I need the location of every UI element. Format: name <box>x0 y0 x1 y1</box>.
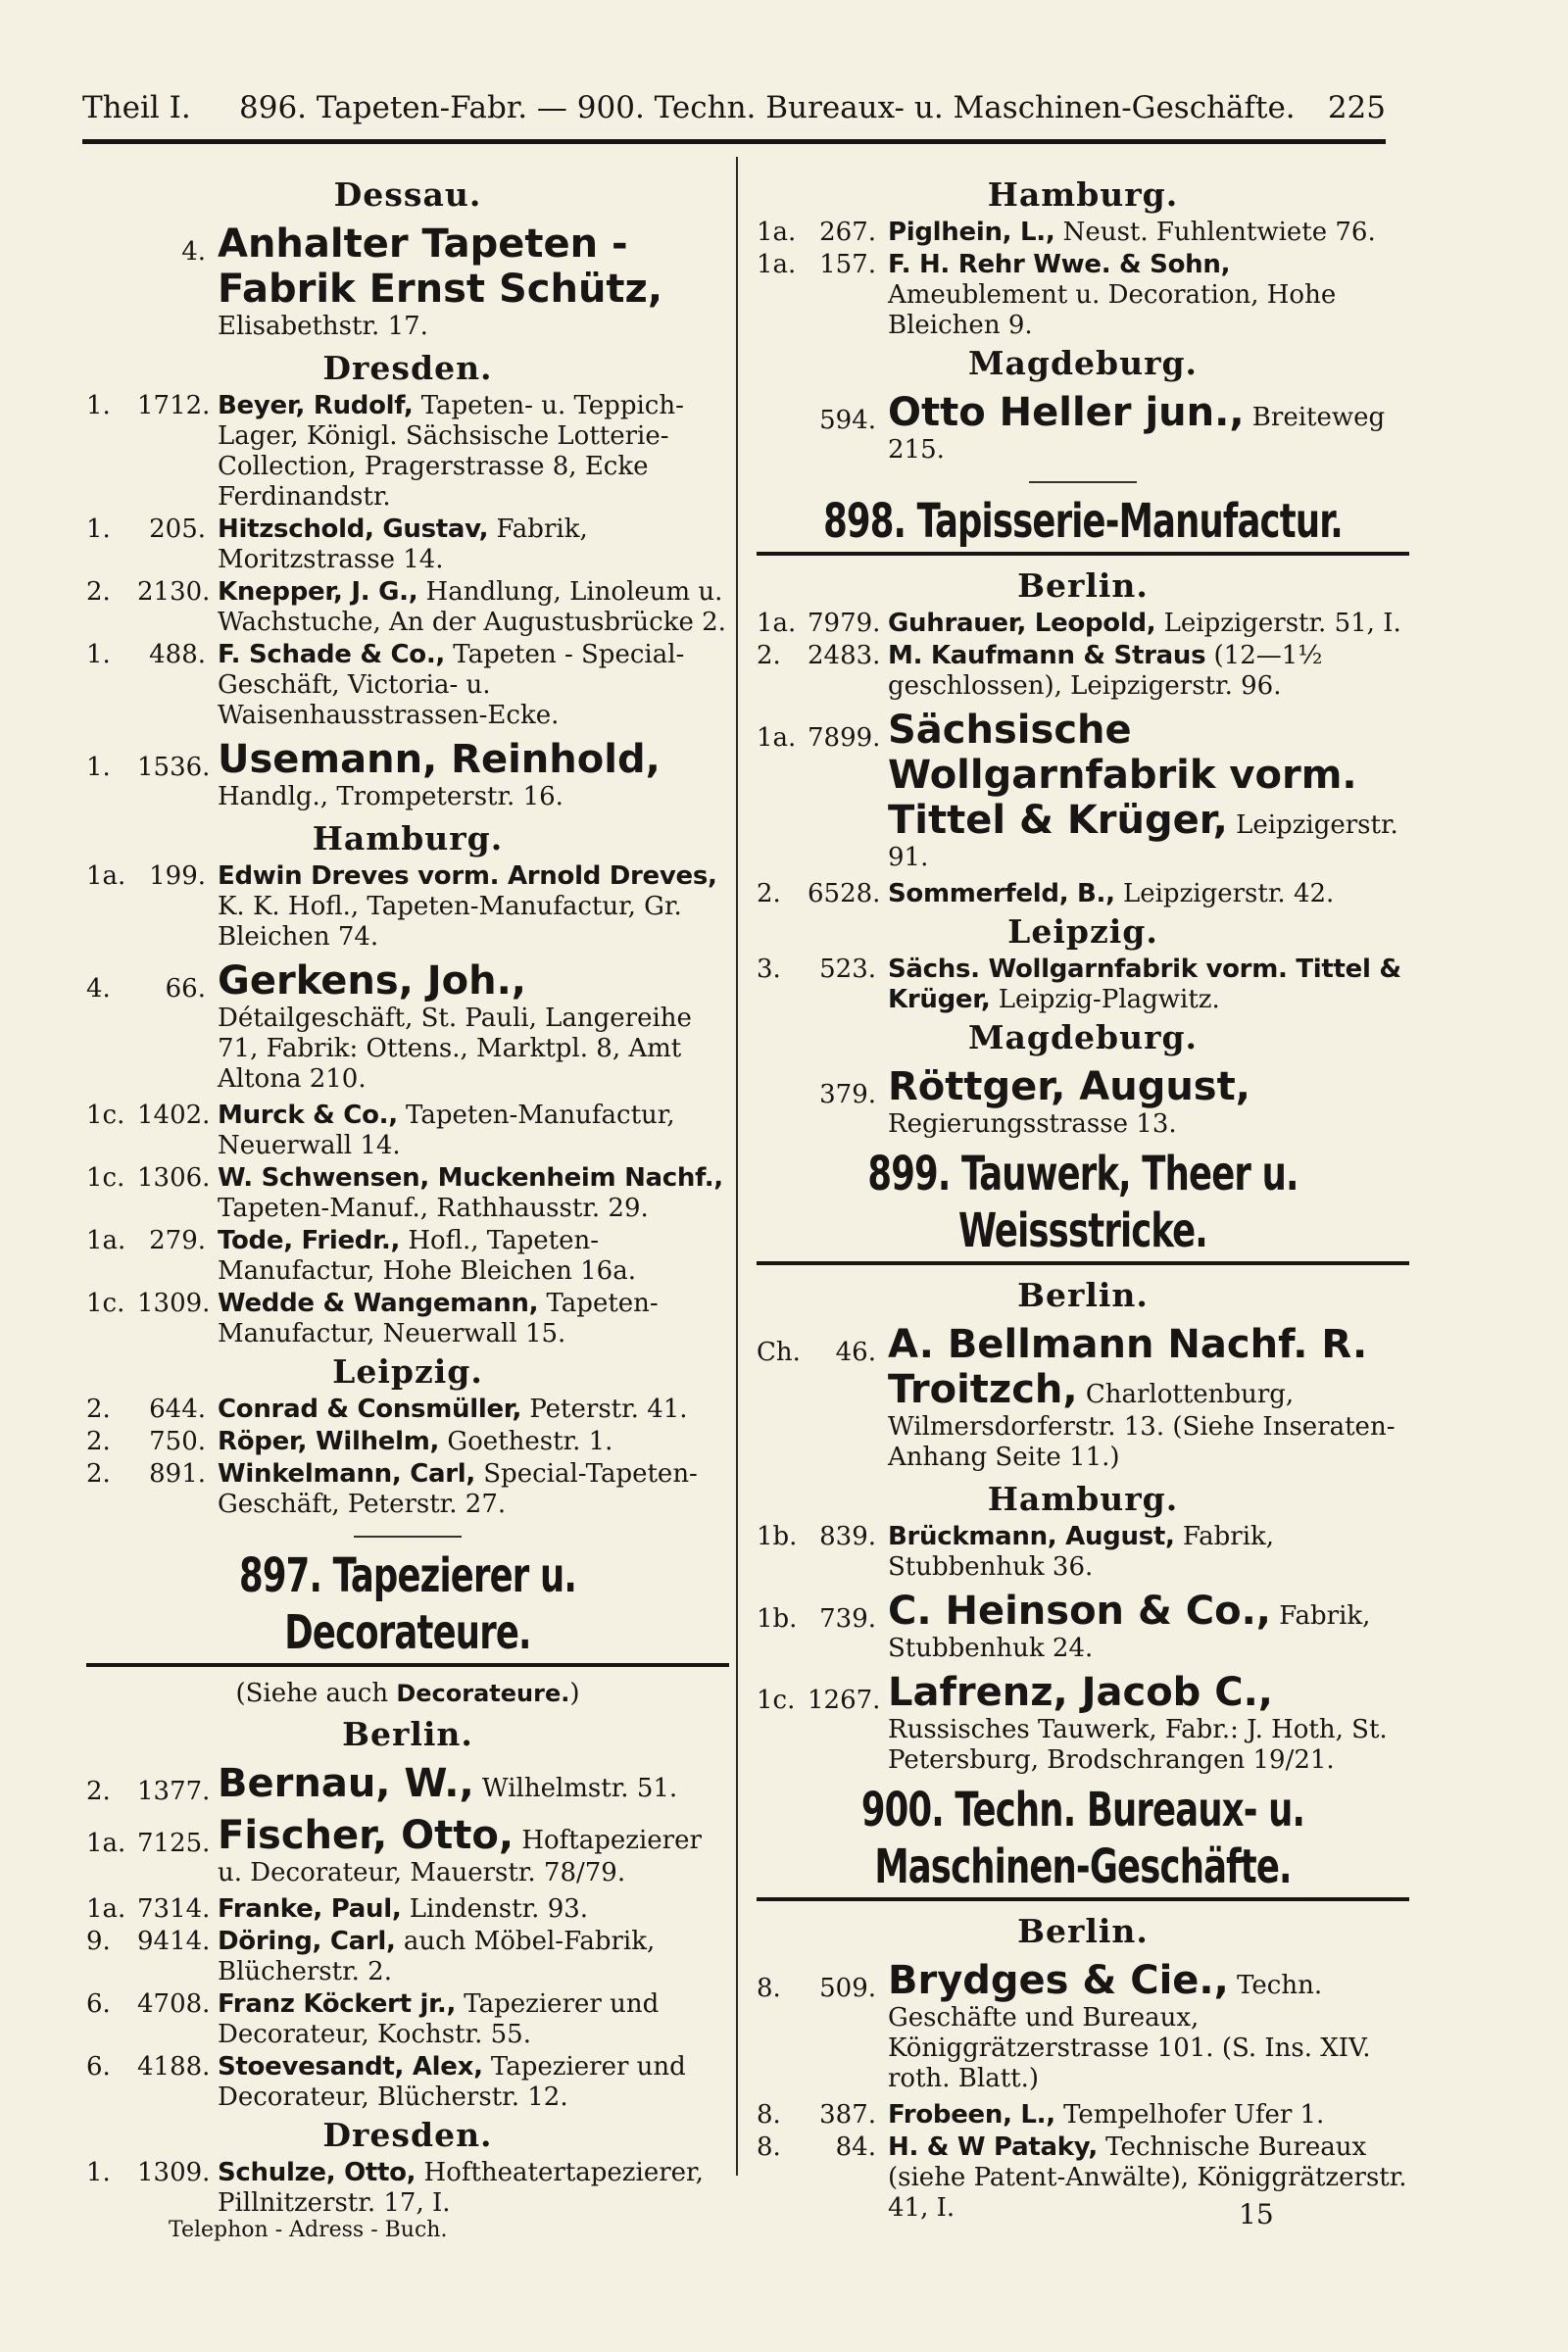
address: Lindenstr. 93. <box>401 1894 589 1924</box>
address: Hofl., Tapeten-Manufactur, Hohe Bleichen 16a. <box>218 1226 636 1286</box>
listing-entry: 1a. 267. Piglhein, L., Neust. Fuhlentwiete 76. <box>757 218 1376 247</box>
page-number: 225 <box>1327 90 1386 125</box>
listing-entry: 2. 2130. Knepper, J. G., Handlung, Linoleum u. Wachstuche, An der Augustusbrücke 2. <box>86 577 726 637</box>
address: Hoftheatertapezierer, Pillnitzerstr. 17, I. <box>218 2158 704 2218</box>
address: Handlung, Linoleum u. Wachstuche, An der Augustusbrücke 2. <box>218 577 726 637</box>
address: Leipzigerstr. 51, I. <box>1155 609 1401 638</box>
listing-entry: 1c. 1306. W. Schwensen, Muckenheim Nachf., Tapeten-Manuf., Rathhausstr. 29. <box>86 1163 723 1223</box>
phone-number: 4708. <box>137 1989 211 2019</box>
company-name: Edwin Dreves vorm. Arnold Dreves, <box>218 861 717 891</box>
address: Leipzigerstr. 42. <box>1114 879 1335 908</box>
listing-entry: 9. 9414. Döring, Carl, auch Möbel-Fabrik, Blücherstr. 2. <box>86 1927 656 1986</box>
address: Special-Tapeten-Geschäft, Peterstr. 27. <box>218 1459 698 1519</box>
listing-entry: 2. 6528. Sommerfeld, B., Leipzigerstr. 42. <box>757 879 1335 908</box>
listing-entry: 1c. 1402. Murck & Co., Tapeten-Manufactur, Neuerwall 14. <box>86 1101 675 1160</box>
listing-entry: 1a. 157. F. H. Rehr Wwe. & Sohn, Ameublement u. Decoration, Hohe Bleichen 9. <box>757 250 1337 340</box>
phone-number: 7314. <box>137 1894 211 1924</box>
listing-entry: 8. 509. Brydges & Cie., Techn. Geschäfte und Bureaux, Königgrätzerstrasse 101. (S. Ins. XIV. roth. Blatt.) <box>757 1958 1371 2093</box>
phone-number: 2130. <box>137 577 211 607</box>
phone-number: 267. <box>819 218 876 247</box>
company-name: Hitzschold, Gustav, <box>218 514 489 544</box>
listing-entry: 2. 891. Winkelmann, Carl, Special-Tapeten-Geschäft, Peterstr. 27. <box>86 1459 698 1519</box>
city-heading-leipzig: Leipzig. <box>332 1352 483 1391</box>
section-rule <box>757 552 1409 556</box>
city-heading-berlin: Berlin. <box>1017 566 1149 605</box>
listing-entry <box>757 1064 1409 1140</box>
company-name: Brückmann, August, <box>888 1522 1175 1551</box>
section-rule <box>86 1663 729 1667</box>
company-name: H. & W Pataky, <box>888 2132 1098 2162</box>
phone-number: 7979. <box>808 609 881 638</box>
city-heading-hamburg: Hamburg. <box>312 819 504 858</box>
section-title-898: 898. Tapisserie-Manufactur. <box>823 494 1343 549</box>
company-name: F. H. Rehr Wwe. & Sohn, <box>888 250 1231 279</box>
company-name: Röper, Wilhelm, <box>218 1427 440 1456</box>
section-separator <box>1029 481 1137 483</box>
listing-entry: 1a. 7125. Fischer, Otto, Hoftapezierer u. Decorateur, Mauerstr. 78/79. <box>86 1813 702 1887</box>
address: Regierungsstrasse 13. <box>888 1109 1177 1139</box>
listing-entry: 2. 644. Conrad & Consmüller, Peterstr. 41. <box>86 1395 688 1424</box>
company-name: Knepper, J. G., <box>218 577 418 607</box>
phone-number: 1536. <box>137 753 211 782</box>
phone-number: 1712. <box>137 391 211 420</box>
section-title-897: 897. Tapezierer u. Decorateure. <box>239 1548 576 1660</box>
address: Neust. Fuhlentwiete 76. <box>1054 218 1376 247</box>
phone-number: 509. <box>819 1974 876 2003</box>
phone-number: 4. <box>181 237 206 267</box>
listing-entry: 1c. 1309. Wedde & Wangemann, Tapeten-Manufactur, Neuerwall 15. <box>86 1289 659 1348</box>
listing-entry: 1a. 199. Edwin Dreves vorm. Arnold Dreves, K. K. Hofl., Tapeten-Manufactur, Gr. Bleichen 74. <box>86 861 717 952</box>
phone-number: 7899. <box>808 723 881 753</box>
listing-entry: 4. 66. Gerkens, Joh., Détailgeschäft, St. Pauli, Langereihe 71, Fabrik: Ottens., Marktpl. 8, Amt Altona 210. <box>86 958 692 1094</box>
phone-number: 387. <box>819 2100 876 2130</box>
city-heading-dessau: Dessau. <box>333 175 482 214</box>
address: Russisches Tauwerk, Fabr.: J. Hoth, St. Petersburg, Brodschrangen 19/21. <box>888 1715 1388 1775</box>
phone-number: 1267. <box>808 1686 881 1715</box>
company-name: Tode, Friedr., <box>218 1226 401 1255</box>
listing-entry <box>86 221 729 342</box>
listing-entry: 8. 84. H. & W Pataky, Technische Bureaux (siehe Patent-Anwälte), Königgrätzerstr. 41, I. <box>757 2132 1407 2223</box>
phone-number: 84. <box>835 2132 876 2162</box>
phone-number: 1306. <box>137 1163 211 1193</box>
address: Techn. Geschäfte und Bureaux, Königgrätzerstrasse 101. (S. Ins. XIV. roth. Blatt.) <box>888 1971 1371 2093</box>
company-name: Fischer, Otto, <box>218 1813 514 1858</box>
address: Tapezierer und Decorateur, Blücherstr. 12. <box>218 2052 686 2112</box>
left-column <box>86 172 729 2221</box>
listing-entry: 1c. 1267. Lafrenz, Jacob C., Russisches Tauwerk, Fabr.: J. Hoth, St. Petersburg, Brodschrangen 19/21. <box>757 1670 1388 1775</box>
company-name: Anhalter Tapeten - Fabrik Ernst Schütz, <box>218 221 663 312</box>
listing-entry: 1a. 7314. Franke, Paul, Lindenstr. 93. <box>86 1894 589 1924</box>
listing-entry: 1. 205. Hitzschold, Gustav, Fabrik, Moritzstrasse 14. <box>86 514 588 574</box>
listing-entry: 1. 488. F. Schade & Co., Tapeten - Special-Geschäft, Victoria- u. Waisenhausstrassen-Ecke. <box>86 640 685 730</box>
address: Technische Bureaux (siehe Patent-Anwälte), Königgrätzerstr. 41, I. <box>888 2132 1407 2223</box>
company-name: Usemann, Reinhold, <box>218 737 661 782</box>
phone-number: 523. <box>819 955 876 984</box>
address: Tempelhofer Ufer 1. <box>1054 2100 1325 2130</box>
phone-number: 891. <box>149 1459 206 1489</box>
company-name: A. Bellmann Nachf. R. Troitzch, <box>888 1322 1368 1412</box>
address: Leipzigerstr. 91. <box>888 810 1398 872</box>
address: Wilhelmstr. 51. <box>473 1774 678 1803</box>
company-name: Sächs. Wollgarnfabrik vorm. Tittel & Krüger, <box>888 955 1401 1014</box>
address: Tapezierer und Decorateur, Kochstr. 55. <box>218 1989 660 2049</box>
listing-entry: 2. 2483. M. Kaufmann & Straus (12—1½ geschlossen), Leipzigerstr. 96. <box>757 641 1323 701</box>
listing-entry: 6. 4188. Stoevesandt, Alex, Tapezierer und Decorateur, Blücherstr. 12. <box>86 2052 686 2112</box>
phone-number: 279. <box>149 1226 206 1255</box>
city-heading-magdeburg: Magdeburg. <box>967 344 1199 382</box>
company-name: Röttger, August, <box>888 1064 1250 1109</box>
company-name: Otto Heller jun., <box>888 390 1245 435</box>
city-heading-berlin: Berlin. <box>1017 1912 1149 1950</box>
listing-entry: 1a. 7979. Guhrauer, Leopold, Leipzigerstr. 51, I. <box>757 609 1401 638</box>
company-name: Gerkens, Joh., <box>218 958 526 1004</box>
company-name: Schulze, Otto, <box>218 2158 416 2187</box>
address: Tapeten - Special-Geschäft, Victoria- u. Waisenhausstrassen-Ecke. <box>218 640 685 730</box>
address: Tapeten-Manufactur, Neuerwall 14. <box>218 1101 675 1160</box>
listing-entry: 1. 1712. Beyer, Rudolf, Tapeten- u. Teppich-Lager, Königl. Sächsische Lotterie-Collection, Pragerstrasse 8, Ecke Ferdinandstr. <box>86 391 684 512</box>
phone-number: 594. <box>819 406 876 435</box>
company-name: Frobeen, L., <box>888 2100 1055 2130</box>
cross-reference-target: Decorateure. <box>396 1680 570 1707</box>
city-heading-berlin: Berlin. <box>1017 1276 1149 1314</box>
phone-number: 739. <box>819 1604 876 1634</box>
address: Hoftapezierer u. Decorateur, Mauerstr. 78/79. <box>218 1826 702 1887</box>
listing-entry: 1a. 279. Tode, Friedr., Hofl., Tapeten-Manufactur, Hohe Bleichen 16a. <box>86 1226 636 1286</box>
address: Fabrik, Moritzstrasse 14. <box>218 514 588 574</box>
address: Fabrik, Stubbenhuk 36. <box>888 1522 1275 1582</box>
listing-entry: 1a. 7899. Sächsische Wollgarnfabrik vorm. Tittel & Krüger, Leipzigerstr. 91. <box>757 708 1398 872</box>
phone-number: 2483. <box>808 641 881 670</box>
listing-entry <box>757 390 1409 466</box>
company-name: Stoevesandt, Alex, <box>218 2052 483 2082</box>
address: Charlottenburg, Wilmersdorferstr. 13. (Siehe Inseraten-Anhang Seite 11.) <box>888 1380 1396 1472</box>
city-heading-magdeburg: Magdeburg. <box>967 1018 1199 1056</box>
section-title-900: 900. Techn. Bureaux- u. Maschinen-Geschäfte. <box>860 1783 1305 1894</box>
city-heading-leipzig: Leipzig. <box>1007 912 1158 951</box>
right-column <box>757 172 1409 2226</box>
listing-entry: 1b. 839. Brückmann, August, Fabrik, Stubbenhuk 36. <box>757 1522 1275 1582</box>
phone-number: 199. <box>149 861 206 891</box>
company-name: Guhrauer, Leopold, <box>888 609 1156 638</box>
phone-number: 46. <box>835 1338 876 1367</box>
phone-number: 205. <box>149 514 206 544</box>
company-name: Franz Köckert jr., <box>218 1989 457 2019</box>
phone-number: 6528. <box>808 879 881 908</box>
listing-entry: 8. 387. Frobeen, L., Tempelhofer Ufer 1. <box>757 2100 1325 2130</box>
company-name: Bernau, W., <box>218 1761 474 1806</box>
listing-entry: 6. 4708. Franz Köckert jr., Tapezierer und Decorateur, Kochstr. 55. <box>86 1989 660 2049</box>
section-rule <box>757 1261 1409 1265</box>
address: Peterstr. 41. <box>521 1395 688 1424</box>
listing-entry: 1. 1536. Usemann, Reinhold, Handlg., Trompeterstr. 16. <box>86 737 661 811</box>
phone-number: 839. <box>819 1522 876 1551</box>
address: Tapeten- u. Teppich-Lager, Königl. Sächsische Lotterie-Collection, Pragerstrasse 8, Ecke Ferdinandstr. <box>218 391 684 512</box>
phone-number: 66. <box>165 974 206 1004</box>
company-name: Döring, Carl, <box>218 1927 396 1956</box>
company-name: Sächsische Wollgarnfabrik vorm. Tittel & Krüger, <box>888 708 1357 843</box>
part-label: Theil I. <box>82 90 191 125</box>
company-name: Piglhein, L., <box>888 218 1055 247</box>
listing-entry: Ch. 46. A. Bellmann Nachf. R. Troitzch, Charlottenburg, Wilmersdorferstr. 13. (Siehe Inseraten-Anhang Seite 11.) <box>757 1322 1396 1472</box>
company-name: Lafrenz, Jacob C., <box>888 1670 1273 1715</box>
company-name: Beyer, Rudolf, <box>218 391 414 420</box>
column-divider <box>736 157 738 2176</box>
address: Fabrik, Stubbenhuk 24. <box>888 1601 1371 1663</box>
city-heading-dresden: Dresden. <box>322 349 493 387</box>
city-heading-hamburg: Hamburg. <box>987 175 1179 214</box>
address: Goethestr. 1. <box>439 1427 613 1456</box>
company-name: Brydges & Cie., <box>888 1958 1229 2003</box>
address: Breiteweg 215. <box>888 403 1386 465</box>
page-header <box>82 90 1386 139</box>
section-rule <box>757 1897 1409 1901</box>
phone-number: 750. <box>149 1427 206 1456</box>
address: K. K. Hofl., Tapeten-Manufactur, Gr. Bleichen 74. <box>218 892 682 952</box>
section-range: 896. Tapeten-Fabr. — 900. Techn. Bureaux- u. Maschinen-Geschäfte. <box>239 90 1296 125</box>
header-rule <box>82 139 1386 144</box>
address: Tapeten-Manufactur, Neuerwall 15. <box>218 1289 659 1348</box>
phone-number: 7125. <box>137 1829 211 1858</box>
listing-entry: 2. 750. Röper, Wilhelm, Goethestr. 1. <box>86 1427 613 1456</box>
company-name: Sommerfeld, B., <box>888 879 1115 908</box>
address: auch Möbel-Fabrik, Blücherstr. 2. <box>218 1927 656 1986</box>
city-heading-dresden: Dresden. <box>322 2116 493 2154</box>
company-name: W. Schwensen, Muckenheim Nachf., <box>218 1163 723 1193</box>
phone-number: 379. <box>819 1080 876 1109</box>
city-heading-hamburg: Hamburg. <box>987 1480 1179 1518</box>
address: Elisabethstr. 17. <box>218 312 428 341</box>
address: Handlg., Trompeterstr. 16. <box>218 782 564 811</box>
phone-number: 4188. <box>137 2052 211 2082</box>
address: Tapeten-Manuf., Rathhausstr. 29. <box>218 1194 649 1223</box>
address: Leipzig-Plagwitz. <box>990 985 1220 1014</box>
company-name: Franke, Paul, <box>218 1894 402 1924</box>
company-name: Conrad & Consmüller, <box>218 1395 522 1424</box>
company-name: F. Schade & Co., <box>218 640 445 669</box>
phone-number: 9414. <box>137 1927 211 1956</box>
address: Ameublement u. Decoration, Hohe Bleichen 9. <box>888 280 1337 340</box>
phone-number: 1309. <box>137 2158 211 2187</box>
company-name: Winkelmann, Carl, <box>218 1459 475 1489</box>
listing-entry: 3. 523. Sächs. Wollgarnfabrik vorm. Tittel & Krüger, Leipzig-Plagwitz. <box>757 955 1401 1014</box>
footer-book-title: Telephon - Adress - Buch. <box>169 2218 448 2242</box>
city-heading-berlin: Berlin. <box>342 1715 473 1753</box>
company-name: M. Kaufmann & Straus <box>888 641 1206 670</box>
footer-signature-mark: 15 <box>1239 2198 1274 2230</box>
listing-entry: 1b. 739. C. Heinson & Co., Fabrik, Stubbenhuk 24. <box>757 1589 1371 1663</box>
address: (12—1½ geschlossen), Leipzigerstr. 96. <box>888 641 1323 701</box>
phone-number: 1309. <box>137 1289 211 1318</box>
section-title-899: 899. Tauwerk, Theer u. Weissstricke. <box>867 1147 1298 1258</box>
phone-number: 1377. <box>137 1777 211 1806</box>
company-name: Murck & Co., <box>218 1101 398 1130</box>
phone-number: 488. <box>149 640 206 669</box>
cross-reference-note: (Siehe auch Decorateure.) <box>235 1679 580 1708</box>
phone-number: 1402. <box>137 1101 211 1130</box>
company-name: C. Heinson & Co., <box>888 1589 1271 1634</box>
phone-number: 157. <box>819 250 876 279</box>
listing-entry: 1. 1309. Schulze, Otto, Hoftheatertapezierer, Pillnitzerstr. 17, I. <box>86 2158 704 2218</box>
address: Détailgeschäft, St. Pauli, Langereihe 71, Fabrik: Ottens., Marktpl. 8, Amt Altona 210. <box>218 1004 692 1094</box>
section-separator <box>354 1536 462 1538</box>
listing-entry: 2. 1377. Bernau, W., Wilhelmstr. 51. <box>86 1761 678 1806</box>
company-name: Wedde & Wangemann, <box>218 1289 539 1318</box>
phone-number: 644. <box>149 1395 206 1424</box>
